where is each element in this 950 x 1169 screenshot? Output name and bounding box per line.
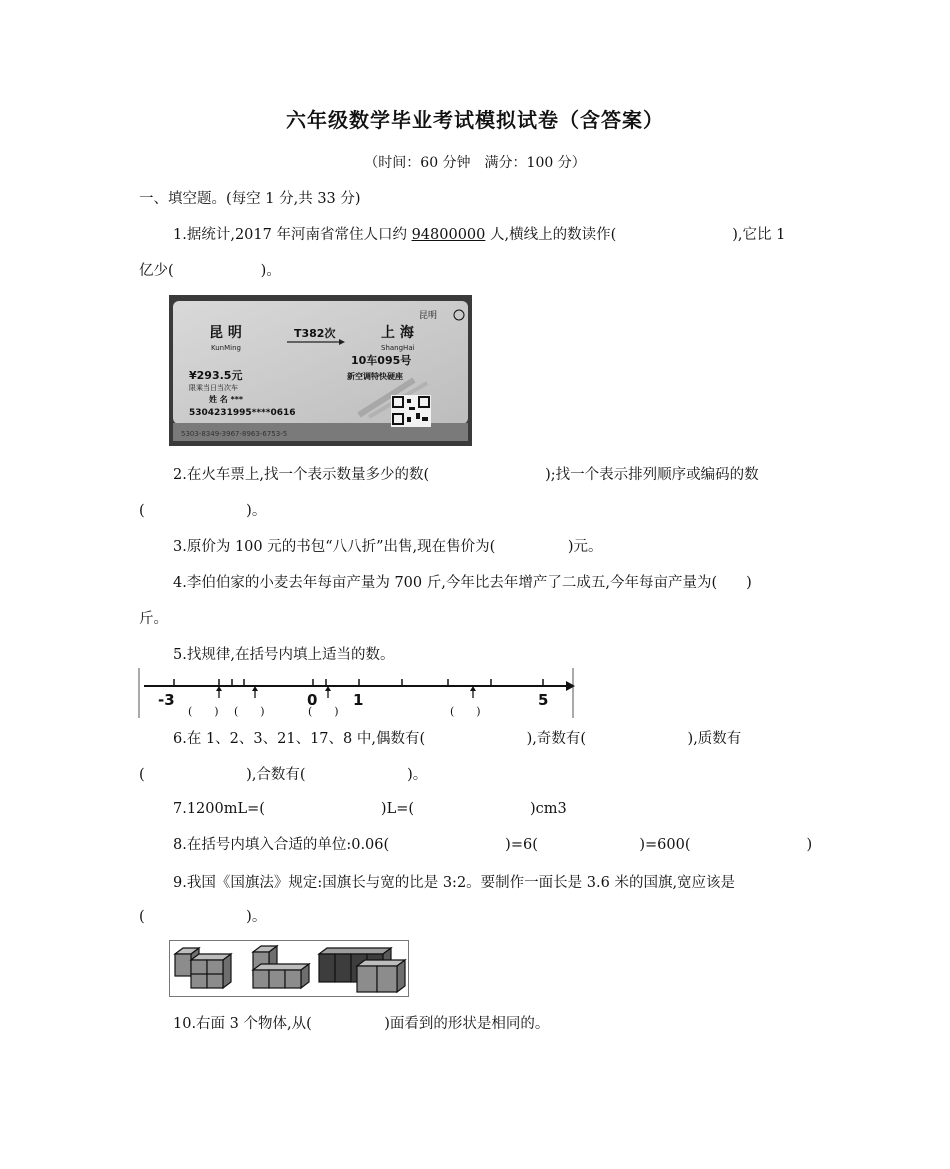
ticket-to-en: ShangHai [381,344,415,352]
ticket-from-en: KunMing [211,344,241,352]
question-2-cont: ( )。 [139,503,267,519]
section-heading: 一、填空题。(每空 1 分,共 33 分) [139,191,361,207]
ticket-train-no: T382次 [294,327,336,340]
question-9: 9.我国《国旗法》规定:国旗长与宽的比是 3:2。要制作一面长是 3.6 米的国旗,宽应该是 [173,875,736,891]
page-title: 六年级数学毕业考试模拟试卷（含答案） [286,108,664,132]
ticket-id-number: 5304231995****0616 [189,408,296,418]
exam-info: （时间：60 分钟 满分：100 分） [364,155,586,171]
ticket-price: ¥293.5元 [189,369,243,382]
q1-text-pre: 1.据统计,2017 年河南省常住人口约 [173,227,412,243]
ticket-station: 昆明 [419,311,438,321]
question-2: 2.在火车票上,找一个表示数量多少的数( );找一个表示排列顺序或编码的数 [173,467,759,483]
nl-label-5: 5 [538,691,549,709]
question-1-cont: 亿少( )。 [139,263,281,279]
nl-label-minus-3: -3 [158,691,175,709]
cube-objects-figure [169,940,409,997]
question-8: 8.在括号内填入合适的单位:0.06( )=6( )=600( ) [173,837,813,853]
ticket-serial: 5303-8349-3967-8963-6753-5 [181,430,288,438]
qr-code-icon [391,395,431,427]
question-7: 7.1200mL=( )L=( )cm3 [173,801,567,817]
question-5: 5.找规律,在括号内填上适当的数。 [173,647,395,663]
question-4-cont: 斤。 [139,611,168,627]
ticket-name: 姓 名 *** [209,395,244,404]
question-6-cont: ( ),合数有( )。 [139,767,428,783]
q1-underlined-number: 94800000 [411,227,486,243]
ticket-to: 上 海 [381,325,414,341]
question-10: 10.右面 3 个物体,从( )面看到的形状是相同的。 [173,1016,550,1032]
nl-blank-3: ( ) [308,705,339,718]
train-ticket-image [169,295,472,446]
question-3: 3.原价为 100 元的书包“八八折”出售,现在售价为( )元。 [173,539,603,555]
question-4: 4.李伯伯家的小麦去年每亩产量为 700 斤,今年比去年增产了二成五,今年每亩产量为( ) [173,575,752,591]
number-line-figure [138,668,575,718]
nl-label-0: 0 [307,691,318,709]
nl-label-1: 1 [353,691,364,709]
question-9-cont: ( )。 [139,909,267,925]
ticket-note: 限乘当日当次车 [189,384,238,392]
nl-blank-1: ( ) [188,705,219,718]
ticket-class: 新空调特快硬座 [347,372,403,381]
nl-blank-2: ( ) [234,705,265,718]
ticket-from: 昆 明 [209,325,242,341]
question-1 [173,226,785,244]
question-6: 6.在 1、2、3、21、17、8 中,偶数有( ),奇数有( ),质数有 [173,731,742,747]
nl-blank-4: ( ) [450,705,481,718]
ticket-seat: 10车095号 [351,354,412,367]
q1-text-post: 人,横线上的数读作( ),它比 1 [485,227,786,243]
